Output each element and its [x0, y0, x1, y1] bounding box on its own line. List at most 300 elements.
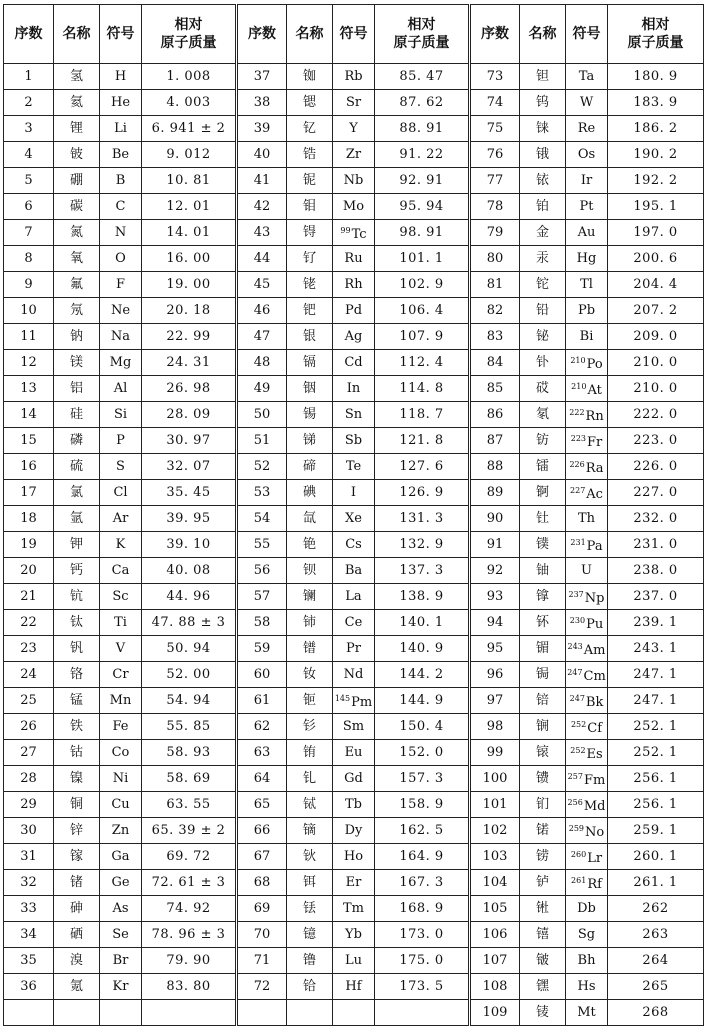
element-symbol: Ru — [333, 246, 375, 272]
element-symbol: Kr — [100, 974, 142, 1000]
element-index: 6 — [4, 194, 54, 220]
element-mass: 247. 1 — [608, 662, 704, 688]
element-mass: 30. 97 — [142, 428, 237, 454]
element-mass: 10. 81 — [142, 168, 237, 194]
element-index: 9 — [4, 272, 54, 298]
element-symbol: Zr — [333, 142, 375, 168]
table-header — [4, 5, 704, 64]
element-index: 23 — [4, 636, 54, 662]
element-symbol: Ni — [100, 766, 142, 792]
element-mass: 137. 3 — [375, 558, 470, 584]
table-row — [4, 90, 704, 116]
element-symbol: Hg — [566, 246, 608, 272]
element-symbol: Sn — [333, 402, 375, 428]
element-symbol — [566, 532, 608, 558]
element-name: 砹 — [520, 376, 566, 402]
element-symbol — [566, 428, 608, 454]
isotope-mass-number: 259 — [568, 823, 585, 833]
element-name: 镅 — [520, 636, 566, 662]
isotope-mass-number: 210 — [570, 355, 586, 365]
empty-cell — [4, 1000, 54, 1026]
empty-cell — [142, 1000, 237, 1026]
table-row — [4, 116, 704, 142]
element-symbol: Ca — [100, 558, 142, 584]
symbol-text: Tc — [351, 226, 367, 242]
element-name: 氟 — [54, 272, 100, 298]
element-mass: 88. 91 — [375, 116, 470, 142]
element-symbol: Nd — [333, 662, 375, 688]
element-index: 76 — [470, 142, 520, 168]
symbol-text: Pu — [586, 616, 604, 632]
element-symbol: Os — [566, 142, 608, 168]
element-symbol — [566, 844, 608, 870]
element-symbol: Na — [100, 324, 142, 350]
element-name: 𬬻 — [520, 870, 566, 896]
element-name: 铪 — [287, 974, 333, 1000]
element-mass: 140. 1 — [375, 610, 470, 636]
symbol-text: Pa — [586, 538, 603, 554]
isotope-mass-number: 243 — [567, 641, 583, 651]
element-index: 96 — [470, 662, 520, 688]
header-row — [4, 5, 704, 64]
element-name: 𬭛 — [520, 948, 566, 974]
isotope-mass-number: 247 — [567, 667, 583, 677]
element-symbol: Ce — [333, 610, 375, 636]
table-row — [4, 376, 704, 402]
element-mass: 268 — [608, 1000, 704, 1026]
element-name: 镭 — [520, 454, 566, 480]
element-index: 26 — [4, 714, 54, 740]
element-name: 铥 — [287, 896, 333, 922]
element-mass: 118. 7 — [375, 402, 470, 428]
element-index: 51 — [237, 428, 287, 454]
element-mass: 195. 1 — [608, 194, 704, 220]
element-symbol — [566, 766, 608, 792]
element-mass: 168. 9 — [375, 896, 470, 922]
element-mass: 54. 94 — [142, 688, 237, 714]
element-mass: 247. 1 — [608, 688, 704, 714]
element-symbol: Er — [333, 870, 375, 896]
element-index: 10 — [4, 298, 54, 324]
element-mass: 227. 0 — [608, 480, 704, 506]
element-symbol: As — [100, 896, 142, 922]
element-symbol: Co — [100, 740, 142, 766]
symbol-text: No — [585, 824, 605, 840]
table-row — [4, 714, 704, 740]
element-name: 钼 — [287, 194, 333, 220]
element-symbol: Te — [333, 454, 375, 480]
element-index: 33 — [4, 896, 54, 922]
element-mass: 24. 31 — [142, 350, 237, 376]
element-symbol: Mt — [566, 1000, 608, 1026]
element-mass: 72. 61 ± 3 — [142, 870, 237, 896]
element-name: 钴 — [54, 740, 100, 766]
empty-cell — [100, 1000, 142, 1026]
isotope-mass-number: 227 — [570, 485, 586, 495]
element-index: 78 — [470, 194, 520, 220]
element-name: 钐 — [287, 714, 333, 740]
element-index: 84 — [470, 350, 520, 376]
element-symbol: He — [100, 90, 142, 116]
element-symbol — [333, 220, 375, 246]
element-symbol: S — [100, 454, 142, 480]
element-mass: 55. 85 — [142, 714, 237, 740]
element-index: 106 — [470, 922, 520, 948]
element-index: 34 — [4, 922, 54, 948]
element-symbol: Ga — [100, 844, 142, 870]
empty-cell — [287, 1000, 333, 1026]
symbol-text: At — [587, 382, 602, 398]
element-name: 钔 — [520, 792, 566, 818]
element-mass: 210. 0 — [608, 376, 704, 402]
header-mass — [608, 5, 704, 64]
isotope-mass-number: 237 — [568, 589, 584, 599]
element-index: 37 — [237, 64, 287, 90]
element-index: 83 — [470, 324, 520, 350]
element-mass: 95. 94 — [375, 194, 470, 220]
element-index: 21 — [4, 584, 54, 610]
element-name: 溴 — [54, 948, 100, 974]
element-symbol: Sr — [333, 90, 375, 116]
element-index: 13 — [4, 376, 54, 402]
element-name: 锿 — [520, 740, 566, 766]
element-symbol: Ba — [333, 558, 375, 584]
element-symbol: F — [100, 272, 142, 298]
element-index: 107 — [470, 948, 520, 974]
element-index: 88 — [470, 454, 520, 480]
element-mass: 87. 62 — [375, 90, 470, 116]
element-index: 109 — [470, 1000, 520, 1026]
isotope-mass-number: 252 — [570, 719, 587, 729]
element-index: 58 — [237, 610, 287, 636]
element-mass: 50. 94 — [142, 636, 237, 662]
element-name: 氩 — [54, 506, 100, 532]
table-row — [4, 220, 704, 246]
element-index: 4 — [4, 142, 54, 168]
element-name: 锕 — [520, 480, 566, 506]
element-mass: 44. 96 — [142, 584, 237, 610]
element-name: 铒 — [287, 870, 333, 896]
element-mass: 256. 1 — [608, 792, 704, 818]
element-name: 锫 — [520, 688, 566, 714]
element-mass: 112. 4 — [375, 350, 470, 376]
element-symbol: Al — [100, 376, 142, 402]
element-name: 钋 — [520, 350, 566, 376]
element-symbol: Bh — [566, 948, 608, 974]
element-name: 𬭳 — [520, 922, 566, 948]
element-symbol — [566, 402, 608, 428]
element-mass: 252. 1 — [608, 714, 704, 740]
element-name: 铕 — [287, 740, 333, 766]
element-mass: 69. 72 — [142, 844, 237, 870]
isotope-mass-number: 256 — [567, 797, 583, 807]
isotope-mass-number: 99 — [340, 225, 351, 235]
element-name: 镎 — [520, 584, 566, 610]
element-symbol: Mn — [100, 688, 142, 714]
element-name: 硒 — [54, 922, 100, 948]
element-name: 氡 — [520, 402, 566, 428]
element-index: 19 — [4, 532, 54, 558]
element-index: 5 — [4, 168, 54, 194]
element-name: 金 — [520, 220, 566, 246]
element-mass: 259. 1 — [608, 818, 704, 844]
element-symbol: C — [100, 194, 142, 220]
table-row — [4, 324, 704, 350]
element-index: 48 — [237, 350, 287, 376]
symbol-text: Pm — [351, 694, 373, 710]
element-mass: 190. 2 — [608, 142, 704, 168]
element-index: 41 — [237, 168, 287, 194]
element-index: 64 — [237, 766, 287, 792]
element-index: 11 — [4, 324, 54, 350]
element-symbol: Mo — [333, 194, 375, 220]
element-index: 49 — [237, 376, 287, 402]
element-symbol: Li — [100, 116, 142, 142]
element-index: 79 — [470, 220, 520, 246]
element-name: 镁 — [54, 350, 100, 376]
element-symbol: Eu — [333, 740, 375, 766]
element-name: 钠 — [54, 324, 100, 350]
element-name: 碘 — [287, 480, 333, 506]
element-name: 钌 — [287, 246, 333, 272]
element-mass: 74. 92 — [142, 896, 237, 922]
element-symbol: P — [100, 428, 142, 454]
element-mass: 167. 3 — [375, 870, 470, 896]
element-symbol: H — [100, 64, 142, 90]
element-name: 磷 — [54, 428, 100, 454]
element-name: 铽 — [287, 792, 333, 818]
element-mass: 256. 1 — [608, 766, 704, 792]
element-symbol: Th — [566, 506, 608, 532]
empty-cell — [54, 1000, 100, 1026]
table-row — [4, 974, 704, 1000]
element-symbol: Si — [100, 402, 142, 428]
table-row — [4, 142, 704, 168]
element-mass: 47. 88 ± 3 — [142, 610, 237, 636]
element-index: 29 — [4, 792, 54, 818]
isotope-mass-number: 252 — [570, 745, 586, 755]
symbol-text: Es — [586, 746, 603, 762]
table-row — [4, 896, 704, 922]
element-name: 铋 — [520, 324, 566, 350]
element-symbol — [566, 818, 608, 844]
symbol-text: Np — [584, 590, 605, 606]
element-index: 97 — [470, 688, 520, 714]
table-row — [4, 64, 704, 90]
element-mass: 173. 5 — [375, 974, 470, 1000]
element-mass: 263 — [608, 922, 704, 948]
element-mass: 58. 93 — [142, 740, 237, 766]
element-symbol — [566, 376, 608, 402]
element-name: 钯 — [287, 298, 333, 324]
element-mass: 52. 00 — [142, 662, 237, 688]
element-name: 镥 — [287, 948, 333, 974]
element-mass: 186. 2 — [608, 116, 704, 142]
element-index: 62 — [237, 714, 287, 740]
element-name: 铱 — [520, 168, 566, 194]
table-row — [4, 298, 704, 324]
element-mass: 152. 0 — [375, 740, 470, 766]
element-name: 氧 — [54, 246, 100, 272]
element-index: 90 — [470, 506, 520, 532]
header-mass-line1: 相对 — [407, 17, 436, 33]
element-symbol: Pb — [566, 298, 608, 324]
symbol-text: Po — [586, 356, 603, 372]
isotope-mass-number: 260 — [570, 849, 587, 859]
element-index: 103 — [470, 844, 520, 870]
element-symbol — [566, 714, 608, 740]
element-index: 57 — [237, 584, 287, 610]
table-row — [4, 792, 704, 818]
element-symbol — [566, 350, 608, 376]
element-index: 99 — [470, 740, 520, 766]
element-symbol — [566, 870, 608, 896]
symbol-text: Am — [583, 642, 606, 658]
element-symbol — [566, 688, 608, 714]
atomic-mass-table-container — [3, 4, 703, 1029]
element-symbol: Tl — [566, 272, 608, 298]
element-mass: 39. 10 — [142, 532, 237, 558]
element-mass: 1. 008 — [142, 64, 237, 90]
element-index: 70 — [237, 922, 287, 948]
element-index: 42 — [237, 194, 287, 220]
element-mass: 158. 9 — [375, 792, 470, 818]
element-name: 镝 — [287, 818, 333, 844]
element-symbol: N — [100, 220, 142, 246]
element-index: 39 — [237, 116, 287, 142]
element-symbol: Ho — [333, 844, 375, 870]
element-mass: 231. 0 — [608, 532, 704, 558]
element-mass: 20. 18 — [142, 298, 237, 324]
element-mass: 83. 80 — [142, 974, 237, 1000]
element-mass: 78. 96 ± 3 — [142, 922, 237, 948]
element-symbol: Gd — [333, 766, 375, 792]
element-name: 钷 — [287, 688, 333, 714]
element-mass: 260. 1 — [608, 844, 704, 870]
element-name: 𬭶 — [520, 974, 566, 1000]
element-mass: 175. 0 — [375, 948, 470, 974]
element-index: 47 — [237, 324, 287, 350]
element-mass: 183. 9 — [608, 90, 704, 116]
element-symbol: Ar — [100, 506, 142, 532]
element-mass: 239. 1 — [608, 610, 704, 636]
element-index: 35 — [4, 948, 54, 974]
element-name: 铝 — [54, 376, 100, 402]
element-name: 锔 — [520, 662, 566, 688]
header-name: 名称 — [287, 5, 333, 64]
element-name: 铁 — [54, 714, 100, 740]
element-symbol: Y — [333, 116, 375, 142]
element-index: 104 — [470, 870, 520, 896]
element-mass: 39. 95 — [142, 506, 237, 532]
element-name: 镧 — [287, 584, 333, 610]
element-name: 锗 — [54, 870, 100, 896]
element-name: 锰 — [54, 688, 100, 714]
element-mass: 140. 9 — [375, 636, 470, 662]
header-symbol: 符号 — [100, 5, 142, 64]
element-index: 50 — [237, 402, 287, 428]
element-mass: 16. 00 — [142, 246, 237, 272]
element-name: 钒 — [54, 636, 100, 662]
element-name: 锆 — [287, 142, 333, 168]
table-row — [4, 610, 704, 636]
element-name: 铅 — [520, 298, 566, 324]
element-name: 钍 — [520, 506, 566, 532]
element-name: 镱 — [287, 922, 333, 948]
element-symbol: Rh — [333, 272, 375, 298]
element-mass: 65. 39 ± 2 — [142, 818, 237, 844]
empty-cell — [333, 1000, 375, 1026]
element-index: 71 — [237, 948, 287, 974]
element-symbol — [566, 454, 608, 480]
element-name: 锇 — [520, 142, 566, 168]
element-index: 38 — [237, 90, 287, 116]
element-index: 59 — [237, 636, 287, 662]
element-name: 钕 — [287, 662, 333, 688]
element-name: 镍 — [54, 766, 100, 792]
element-mass: 132. 9 — [375, 532, 470, 558]
element-mass: 226. 0 — [608, 454, 704, 480]
element-index: 108 — [470, 974, 520, 1000]
element-index: 105 — [470, 896, 520, 922]
element-symbol: Yb — [333, 922, 375, 948]
symbol-text: Lr — [587, 850, 603, 866]
element-name: 铈 — [287, 610, 333, 636]
element-symbol: Rb — [333, 64, 375, 90]
header-index: 序数 — [4, 5, 54, 64]
element-name: 钆 — [287, 766, 333, 792]
element-index: 95 — [470, 636, 520, 662]
element-symbol: Pd — [333, 298, 375, 324]
table-row — [4, 740, 704, 766]
element-mass: 264 — [608, 948, 704, 974]
element-index: 2 — [4, 90, 54, 116]
element-index: 98 — [470, 714, 520, 740]
element-index: 74 — [470, 90, 520, 116]
element-mass: 32. 07 — [142, 454, 237, 480]
table-row — [4, 350, 704, 376]
element-symbol: O — [100, 246, 142, 272]
element-name: 硫 — [54, 454, 100, 480]
table-row — [4, 688, 704, 714]
element-symbol: Ti — [100, 610, 142, 636]
element-symbol: I — [333, 480, 375, 506]
element-symbol: V — [100, 636, 142, 662]
element-index: 66 — [237, 818, 287, 844]
element-symbol: Sb — [333, 428, 375, 454]
element-symbol: Cl — [100, 480, 142, 506]
element-name: 氖 — [54, 298, 100, 324]
table-row — [4, 844, 704, 870]
element-index: 27 — [4, 740, 54, 766]
table-row — [4, 246, 704, 272]
element-name: 锑 — [287, 428, 333, 454]
element-mass: 101. 1 — [375, 246, 470, 272]
element-mass: 28. 09 — [142, 402, 237, 428]
table-row — [4, 1000, 704, 1026]
header-mass-line2: 原子质量 — [393, 35, 450, 51]
element-symbol: B — [100, 168, 142, 194]
table-row — [4, 584, 704, 610]
element-symbol: Cr — [100, 662, 142, 688]
element-symbol: Cd — [333, 350, 375, 376]
element-mass: 192. 2 — [608, 168, 704, 194]
element-name: 锶 — [287, 90, 333, 116]
element-name: 镨 — [287, 636, 333, 662]
element-mass: 58. 69 — [142, 766, 237, 792]
table-row — [4, 662, 704, 688]
element-index: 44 — [237, 246, 287, 272]
